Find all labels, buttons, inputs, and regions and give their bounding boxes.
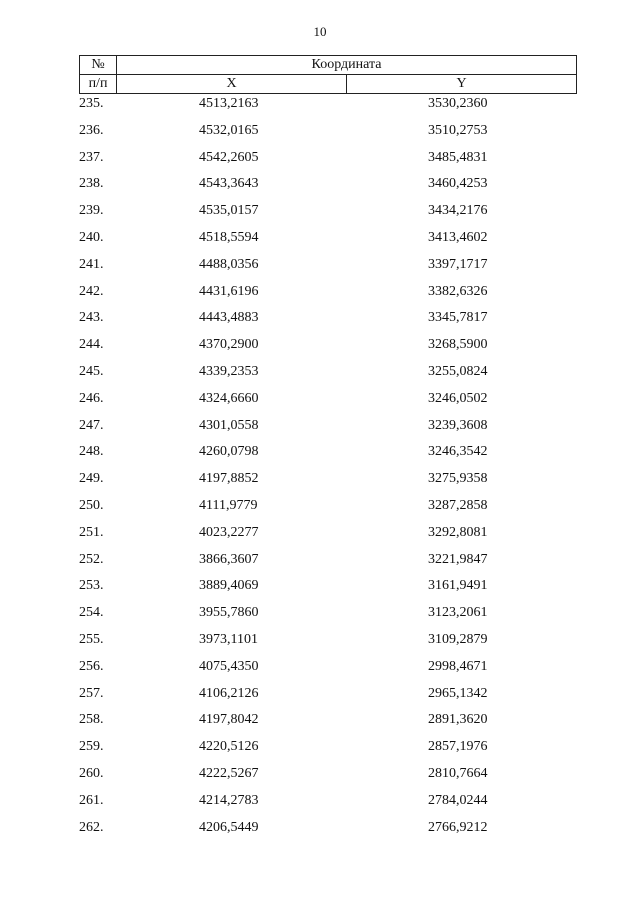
row-number: 239. (79, 203, 104, 219)
row-y-coordinate: 3345,7817 (428, 310, 488, 326)
header-row-top (80, 56, 577, 75)
row-number: 240. (79, 229, 104, 245)
row-x-coordinate: 4513,2163 (199, 96, 259, 111)
row-number: 254. (79, 605, 104, 621)
row-number: 250. (79, 497, 104, 513)
table-row (79, 552, 576, 579)
row-y-coordinate: 2766,9212 (428, 819, 488, 835)
row-y-coordinate: 3485,4831 (428, 149, 488, 165)
row-y-coordinate: 2891,3620 (428, 712, 488, 728)
row-number: 237. (79, 149, 104, 165)
row-number: 262. (79, 819, 104, 835)
row-x-coordinate: 4197,8852 (199, 471, 259, 487)
row-y-coordinate: 3292,8081 (428, 524, 488, 540)
row-x-coordinate: 4260,0798 (199, 444, 259, 460)
row-y-coordinate: 3510,2753 (428, 122, 488, 138)
row-y-coordinate: 3460,4253 (428, 176, 488, 192)
table-row (79, 310, 576, 337)
row-y-coordinate: 3434,2176 (428, 203, 488, 219)
row-y-coordinate: 2965,1342 (428, 685, 488, 701)
row-x-coordinate: 3973,1101 (199, 631, 258, 647)
table-row (79, 230, 576, 257)
table-row (79, 632, 576, 659)
row-x-coordinate: 4106,2126 (199, 685, 259, 701)
row-number: 245. (79, 363, 104, 379)
row-number: 257. (79, 685, 104, 701)
row-x-coordinate: 4543,3643 (199, 176, 259, 192)
table-row (79, 578, 576, 605)
table-row (79, 712, 576, 739)
row-x-coordinate: 4431,6196 (199, 283, 259, 299)
row-number: 260. (79, 765, 104, 781)
row-x-coordinate: 4222,5267 (199, 765, 259, 781)
row-number: 242. (79, 283, 104, 299)
row-y-coordinate: 3109,2879 (428, 631, 488, 647)
row-y-coordinate: 3161,9491 (428, 578, 488, 594)
table-row (79, 659, 576, 686)
row-number: 261. (79, 792, 104, 808)
table-row (79, 471, 576, 498)
row-x-coordinate: 4370,2900 (199, 337, 259, 353)
row-x-coordinate: 3889,4069 (199, 578, 259, 594)
table-row (79, 257, 576, 284)
row-y-coordinate: 2857,1976 (428, 739, 488, 755)
row-number: 247. (79, 417, 104, 433)
table-row (79, 739, 576, 766)
row-y-coordinate: 2998,4671 (428, 658, 488, 674)
row-y-coordinate: 3246,0502 (428, 390, 488, 406)
coordinates-table-header (79, 55, 577, 94)
table-row (79, 284, 576, 311)
row-y-coordinate: 3413,4602 (428, 229, 488, 245)
row-x-coordinate: 4111,9779 (199, 497, 258, 513)
row-number: 241. (79, 256, 104, 272)
row-y-coordinate: 2784,0244 (428, 792, 488, 808)
row-y-coordinate: 3123,2061 (428, 605, 488, 621)
table-row (79, 605, 576, 632)
row-number: 251. (79, 524, 104, 540)
row-x-coordinate: 3866,3607 (199, 551, 259, 567)
row-number: 253. (79, 578, 104, 594)
table-row (79, 525, 576, 552)
row-x-coordinate: 4075,4350 (199, 658, 259, 674)
row-x-coordinate: 3955,7860 (199, 605, 259, 621)
table-row (79, 364, 576, 391)
row-x-coordinate: 4324,6660 (199, 390, 259, 406)
table-row (79, 96, 576, 123)
table-row (79, 793, 576, 820)
row-x-coordinate: 4518,5594 (199, 229, 259, 245)
table-row (79, 820, 576, 847)
row-y-coordinate: 3530,2360 (428, 96, 488, 111)
row-number: 259. (79, 739, 104, 755)
row-x-coordinate: 4488,0356 (199, 256, 259, 272)
table-row (79, 123, 576, 150)
row-x-coordinate: 4535,0157 (199, 203, 259, 219)
row-y-coordinate: 3382,6326 (428, 283, 488, 299)
row-y-coordinate: 2810,7664 (428, 765, 488, 781)
row-y-coordinate: 3255,0824 (428, 363, 488, 379)
row-x-coordinate: 4532,0165 (199, 122, 259, 138)
row-y-coordinate: 3221,9847 (428, 551, 488, 567)
row-number: 249. (79, 471, 104, 487)
header-number-bottom: п/п (80, 75, 117, 94)
header-x: X (117, 75, 347, 94)
row-y-coordinate: 3268,5900 (428, 337, 488, 353)
row-number: 258. (79, 712, 104, 728)
row-y-coordinate: 3397,1717 (428, 256, 488, 272)
row-number: 255. (79, 631, 104, 647)
row-number: 236. (79, 122, 104, 138)
row-x-coordinate: 4542,2605 (199, 149, 259, 165)
header-row-bottom (80, 75, 577, 94)
table-row (79, 337, 576, 364)
table-row (79, 498, 576, 525)
row-number: 243. (79, 310, 104, 326)
row-number: 252. (79, 551, 104, 567)
row-number: 256. (79, 658, 104, 674)
row-number: 248. (79, 444, 104, 460)
row-x-coordinate: 4206,5449 (199, 819, 259, 835)
row-x-coordinate: 4301,0558 (199, 417, 259, 433)
row-x-coordinate: 4220,5126 (199, 739, 259, 755)
header-y: Y (347, 75, 577, 94)
table-row (79, 418, 576, 445)
row-number: 238. (79, 176, 104, 192)
row-x-coordinate: 4443,4883 (199, 310, 259, 326)
table-row (79, 391, 576, 418)
row-x-coordinate: 4023,2277 (199, 524, 259, 540)
row-number: 246. (79, 390, 104, 406)
page-number: 10 (313, 24, 327, 39)
table-row (79, 176, 576, 203)
row-x-coordinate: 4339,2353 (199, 363, 259, 379)
row-y-coordinate: 3275,9358 (428, 471, 488, 487)
row-y-coordinate: 3239,3608 (428, 417, 488, 433)
row-x-coordinate: 4214,2783 (199, 792, 259, 808)
row-y-coordinate: 3246,3542 (428, 444, 488, 460)
row-x-coordinate: 4197,8042 (199, 712, 259, 728)
header-coordinate-group: Координата (117, 56, 577, 75)
row-number: 244. (79, 337, 104, 353)
header-number-top: № (80, 56, 117, 75)
table-row (79, 686, 576, 713)
table-row (79, 766, 576, 793)
table-row (79, 203, 576, 230)
row-y-coordinate: 3287,2858 (428, 497, 488, 513)
table-row (79, 150, 576, 177)
coordinates-table-body (79, 96, 576, 846)
table-row (79, 444, 576, 471)
row-number: 235. (79, 96, 104, 111)
